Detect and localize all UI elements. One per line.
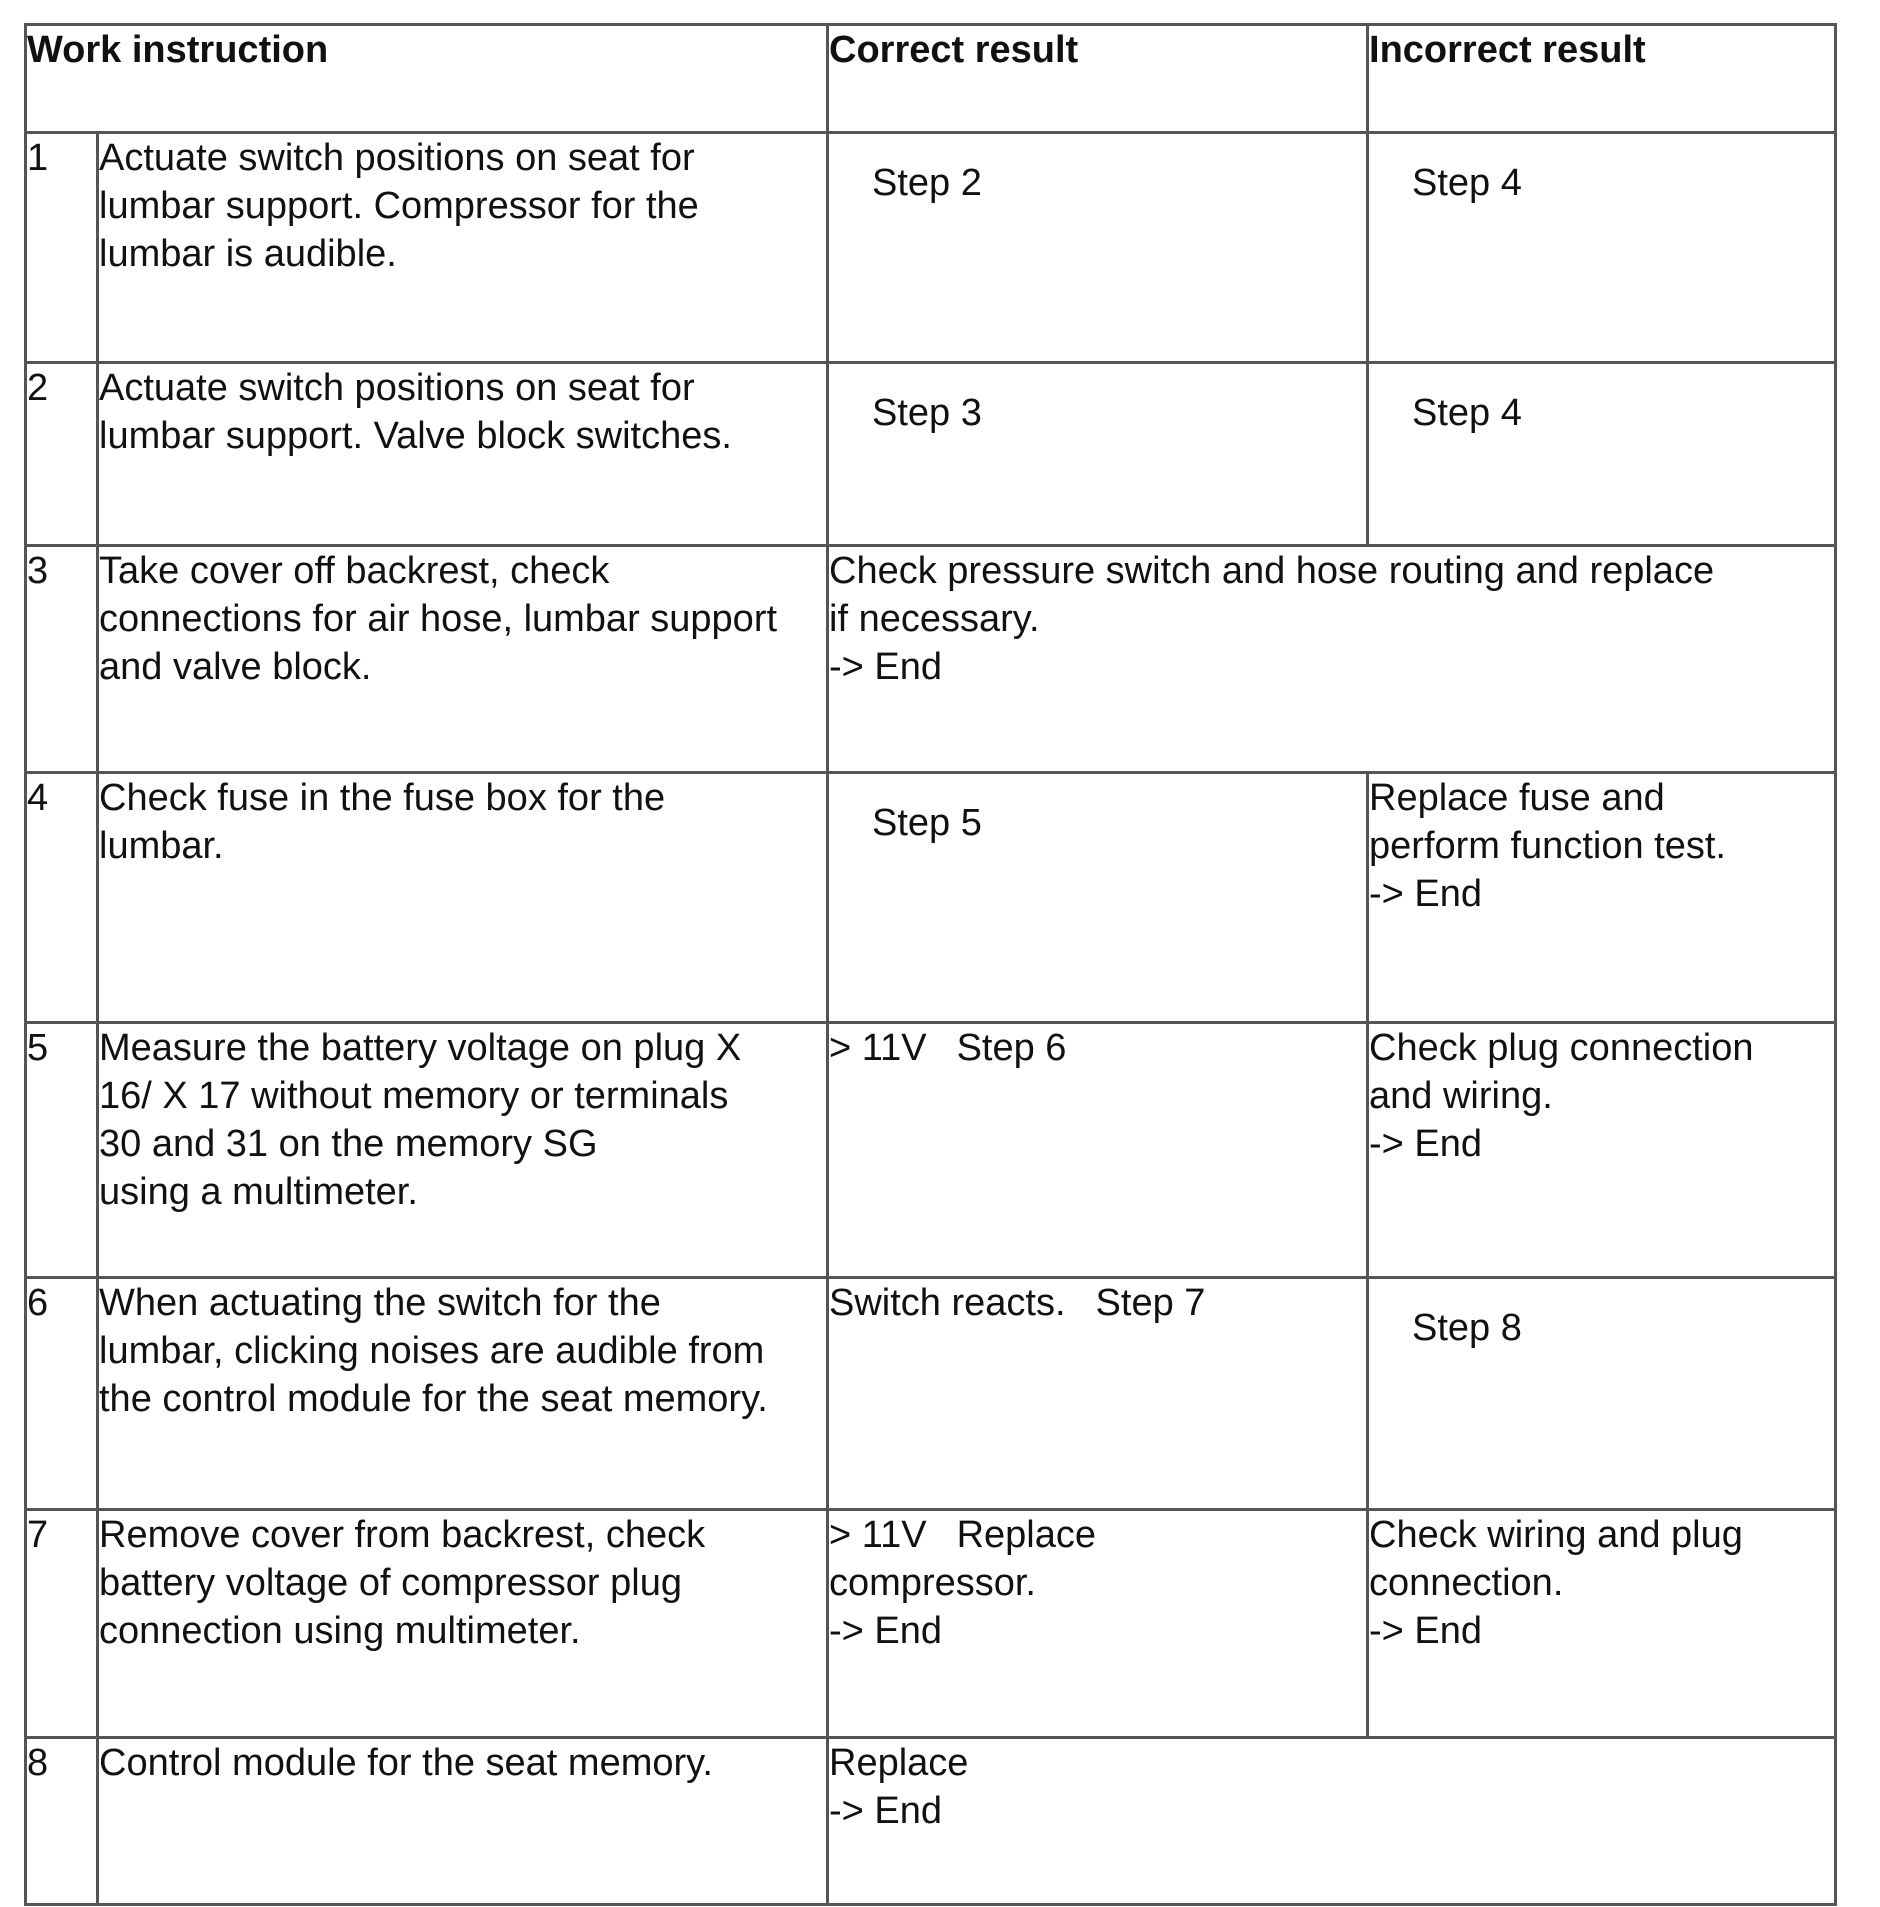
incorrect-result: Step 4 [1368,133,1836,363]
instruction-line: connections for air hose, lumbar support [99,598,778,640]
step-number: 4 [26,773,98,1023]
instruction-line: lumbar. [99,825,224,867]
result-line: connection. [1369,1562,1564,1604]
result-line: Check wiring and plug [1369,1514,1743,1556]
action-text-cont: compressor. [829,1562,1036,1604]
instruction-line: lumbar support. Valve block switches. [99,415,732,457]
table-row [26,1510,1836,1738]
header-incorrect-result: Incorrect result [1368,25,1836,133]
work-instruction [98,1278,828,1510]
step-number: 8 [26,1738,98,1905]
incorrect-result: Step 4 [1368,363,1836,546]
incorrect-result [1368,773,1836,1023]
correct-result: Step 5 [828,773,1368,1023]
result-line: Check plug connection [1369,1027,1754,1069]
instruction-line: Control module for the seat memory. [99,1742,713,1784]
step-number: 3 [26,546,98,773]
instruction-line: Check fuse in the fuse box for the [99,777,666,819]
incorrect-result [1368,1510,1836,1738]
condition-text: Switch reacts. [829,1282,1066,1324]
voltage-condition: > 11V [829,1027,927,1069]
voltage-condition: > 11V [829,1514,927,1556]
instruction-line: Take cover off backrest, check [99,550,610,592]
result-line: Replace fuse and [1369,777,1665,819]
instruction-line: connection using multimeter. [99,1610,581,1652]
correct-result [828,1278,1368,1510]
incorrect-result [1368,1023,1836,1278]
instruction-line: lumbar, clicking noises are audible from [99,1330,765,1372]
end-marker: -> End [1369,1123,1483,1165]
result-line: Check pressure switch and hose routing and replace [829,550,1715,592]
step-number: 5 [26,1023,98,1278]
end-marker: -> End [829,1790,943,1832]
correct-result: Step 2 [828,133,1368,363]
table-row [26,1278,1836,1510]
work-instruction [98,773,828,1023]
step-number: 6 [26,1278,98,1510]
end-marker: -> End [829,1610,943,1652]
work-instruction [98,1510,828,1738]
instruction-line: Actuate switch positions on seat for [99,137,695,179]
instruction-line: and valve block. [99,646,372,688]
action-text: Replace [956,1514,1096,1556]
table-row [26,773,1836,1023]
instruction-line: using a multimeter. [99,1171,418,1213]
correct-result: Step 3 [828,363,1368,546]
work-instruction [98,363,828,546]
table-row [26,133,1836,363]
work-instruction [98,1738,828,1905]
instruction-line: 16/ X 17 without memory or terminals [99,1075,729,1117]
instruction-line: lumbar is audible. [99,233,397,275]
table-row [26,1023,1836,1278]
work-instruction [98,133,828,363]
result-line: perform function test. [1369,825,1726,867]
result-line: if necessary. [829,598,1040,640]
instruction-line: lumbar support. Compressor for the [99,185,699,227]
result-line: Replace [829,1742,969,1784]
work-instruction [98,546,828,773]
correct-result [828,1023,1368,1278]
table-row [26,546,1836,773]
table-header-row [26,25,1836,133]
header-work-instruction: Work instruction [26,25,828,133]
troubleshooting-table [24,23,1837,1906]
correct-result [828,1510,1368,1738]
instruction-line: Remove cover from backrest, check [99,1514,706,1556]
table-row [26,1738,1836,1905]
header-correct-result: Correct result [828,25,1368,133]
instruction-line: 30 and 31 on the memory SG [99,1123,598,1165]
instruction-line: Measure the battery voltage on plug X [99,1027,742,1069]
instruction-line: battery voltage of compressor plug [99,1562,682,1604]
end-marker: -> End [1369,873,1483,915]
result-line: and wiring. [1369,1075,1553,1117]
next-step: Step 7 [1095,1282,1206,1324]
merged-result [828,546,1836,773]
step-number: 2 [26,363,98,546]
table-row [26,363,1836,546]
next-step: Step 6 [956,1027,1067,1069]
work-instruction [98,1023,828,1278]
merged-result [828,1738,1836,1905]
step-number: 7 [26,1510,98,1738]
instruction-line: Actuate switch positions on seat for [99,367,695,409]
incorrect-result: Step 8 [1368,1278,1836,1510]
instruction-line: the control module for the seat memory. [99,1378,768,1420]
step-number: 1 [26,133,98,363]
end-marker: -> End [829,646,943,688]
end-marker: -> End [1369,1610,1483,1652]
instruction-line: When actuating the switch for the [99,1282,661,1324]
